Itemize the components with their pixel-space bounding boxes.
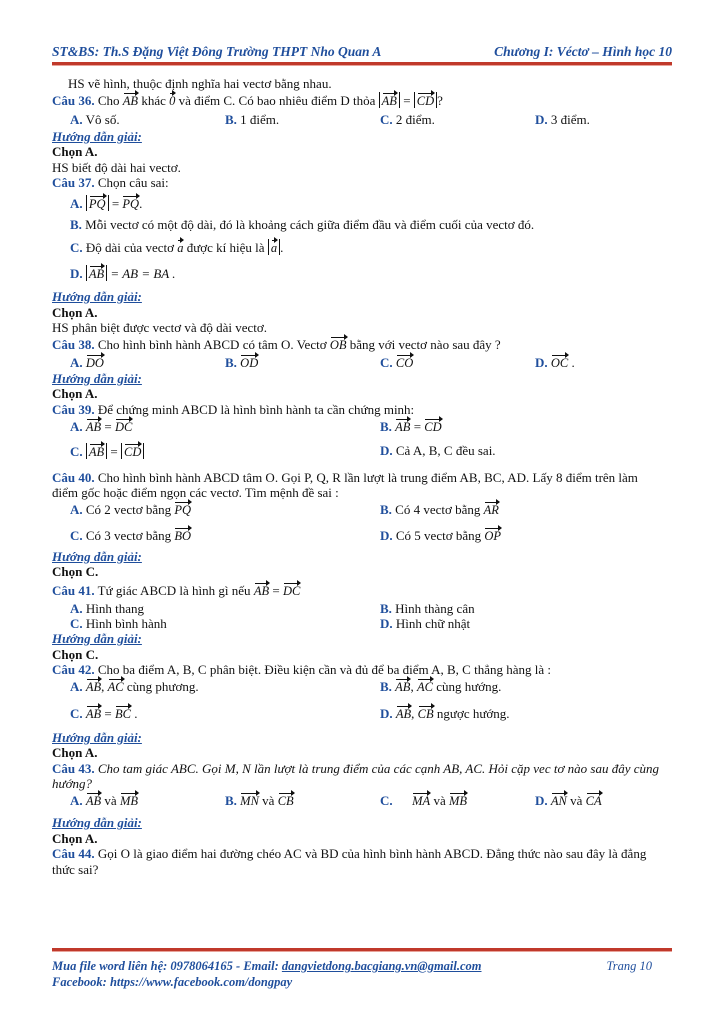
header-right: Chương I: Véctơ – Hình học 10	[494, 44, 672, 59]
vector-op: OP	[484, 528, 502, 543]
option-key: D.	[380, 705, 393, 721]
question-label: Câu 44.	[52, 846, 95, 862]
question-text: Cho tam giác ABC. Gọi M, N lần lượt là trung điểm của các cạnh AB, AC. Hỏi cặp vec tơ nào sau đây cùng hướng?	[52, 760, 659, 792]
answer-choice: Chọn A.	[52, 745, 98, 761]
email-link[interactable]: dangvietdong.bacgiang.vn@gmail.com	[281, 959, 482, 973]
option-key: C.	[380, 354, 393, 370]
guide-heading: Hướng dẫn giải:	[52, 548, 142, 564]
answer-choice: Chọn A.	[52, 144, 98, 160]
vector-bc: BC	[115, 706, 131, 721]
option-text: 1 điểm.	[240, 111, 280, 127]
option-key: A.	[70, 501, 83, 517]
option-key: A.	[70, 354, 83, 370]
answer-options	[70, 501, 662, 527]
guide-heading: Hướng dẫn giải:	[52, 729, 142, 745]
option-key: C.	[70, 615, 83, 631]
option-b	[380, 501, 499, 518]
vector-ac: AC	[107, 679, 124, 694]
guide-heading: Hướng dẫn giải:	[52, 815, 142, 831]
option-c: C. AB = BC .	[70, 705, 138, 721]
answer-options	[70, 705, 662, 730]
vector-ar: AR	[483, 502, 499, 517]
question-text: Cho	[97, 92, 120, 108]
option-key: D.	[535, 793, 548, 809]
option-text: 2 điểm.	[395, 111, 435, 127]
option-text: Độ dài của vectơ	[85, 239, 174, 255]
question-37	[52, 175, 662, 191]
vector-mn: MN	[240, 794, 259, 809]
option-text: Hình chữ nhật	[395, 615, 471, 631]
option-key: D.	[535, 111, 548, 127]
option-d	[535, 792, 602, 809]
vector-ab: AB	[88, 266, 105, 281]
question-text: bằng với vectơ nào sau đây ?	[349, 336, 501, 352]
vector-mb: MB	[119, 794, 139, 809]
facebook-link[interactable]: Facebook: https://www.facebook.com/dongpay	[52, 975, 293, 989]
header-left: ST&BS: Th.S Đặng Việt Đông Trường THPT Nho Quan A	[52, 44, 382, 59]
option-a	[70, 601, 144, 617]
option-c	[380, 792, 467, 809]
vector-mb: MB	[448, 794, 468, 809]
option-d	[380, 616, 470, 632]
question-36: Câu 36. Cho AB khác 0 và điểm C. Có bao nhiêu điểm D thỏa AB = CD ?	[52, 92, 443, 108]
question-text: Cho hình bình hành ABCD có tâm O. Vectơ	[97, 336, 327, 352]
question-label: Câu 38.	[52, 336, 95, 352]
question-44	[52, 846, 662, 877]
vector-cd: CD	[424, 419, 442, 434]
option-d	[70, 261, 662, 289]
option-d	[380, 527, 501, 544]
question-41: Câu 41. Tứ giác ABCD là hình gì nếu AB = DC	[52, 582, 301, 598]
answer-choice: Chọn C.	[52, 646, 99, 662]
question-text: ?	[437, 92, 443, 108]
option-a	[70, 354, 104, 371]
vector-do: DO	[85, 355, 104, 370]
answer-choice: Chọn A.	[52, 830, 98, 846]
option-b	[225, 112, 279, 128]
option-a	[70, 501, 191, 518]
question-label: Câu 42.	[52, 662, 95, 678]
vector-oc: OC	[550, 355, 569, 370]
option-key: D.	[70, 265, 83, 281]
explanation: HS biết độ dài hai vectơ.	[52, 159, 181, 175]
question-42	[52, 662, 662, 678]
option-b	[225, 354, 258, 371]
vector-bo: BO	[174, 528, 192, 543]
option-key: C.	[380, 111, 393, 127]
vector-cd: CD	[124, 444, 142, 459]
option-a: A. PQ = PQ.	[70, 195, 143, 211]
option-d	[380, 443, 496, 459]
option-key: C.	[380, 793, 393, 809]
abs-ab	[379, 92, 400, 108]
option-key: A.	[70, 111, 83, 127]
abs-a	[268, 239, 280, 255]
option-key: B.	[380, 678, 392, 694]
abs-cd	[414, 92, 437, 108]
guide-heading: Hướng dẫn giải:	[52, 288, 142, 304]
option-key: D.	[380, 442, 393, 458]
connector: và	[262, 793, 275, 809]
option-key: C.	[70, 527, 83, 543]
vector-pq: PQ	[88, 196, 106, 211]
option-text: Có 3 vectơ bằng	[85, 527, 172, 543]
option-b: B. AB, AC cùng hướng.	[380, 678, 502, 694]
question-text: và điểm C. Có bao nhiêu điểm D thỏa	[178, 92, 376, 108]
option-c	[380, 112, 435, 128]
answer-options	[70, 443, 662, 467]
vector-ma: MA	[412, 794, 431, 809]
vector-an: AN	[550, 794, 567, 809]
vector-od: OD	[240, 355, 259, 370]
vector-dc: DC	[282, 583, 301, 598]
question-label: Câu 39.	[52, 401, 95, 417]
option-d	[535, 112, 590, 128]
question-label: Câu 37.	[52, 175, 95, 191]
option-key: A.	[70, 195, 83, 211]
vector-ab: AB	[395, 419, 411, 434]
option-a: A. AB = DC	[70, 418, 133, 434]
option-text: Có 2 vectơ bằng	[85, 501, 172, 517]
abs-pq	[86, 195, 109, 211]
vector-ab: AB	[85, 706, 102, 721]
answer-choice: Chọn A.	[52, 304, 98, 320]
option-text: ngược hướng.	[436, 705, 510, 721]
option-c	[380, 354, 413, 371]
option-c	[70, 616, 167, 632]
answer-options	[70, 616, 662, 631]
option-text: cùng phương.	[126, 678, 199, 694]
option-key: B.	[380, 600, 392, 616]
option-key: B.	[225, 793, 237, 809]
answer-choice: Chọn C.	[52, 564, 99, 580]
option-text: cùng hướng.	[436, 678, 502, 694]
question-label: Câu 36.	[52, 92, 95, 108]
vector-cd: CD	[416, 93, 435, 108]
option-b	[380, 601, 475, 617]
option-b: B. AB = CD	[380, 418, 442, 434]
vector-ab: AB	[85, 794, 102, 809]
option-c	[70, 527, 191, 544]
option-c: C. AB = CD	[70, 443, 144, 460]
vector-ab: AB	[395, 706, 412, 721]
question-text: Tứ giác ABCD là hình gì nếu	[97, 582, 251, 598]
vector-pq: PQ	[174, 502, 192, 517]
question-text: Chọn câu sai:	[97, 175, 169, 191]
vector-ab: AB	[395, 679, 411, 694]
footer-rule	[52, 948, 672, 952]
zero-vector: 0	[169, 93, 176, 108]
vector-a: a	[270, 240, 278, 255]
option-key: D.	[535, 354, 548, 370]
vector-dc: DC	[115, 419, 133, 434]
vector-ab: AB	[88, 444, 105, 459]
abs-ab	[86, 443, 107, 459]
guide-heading: Hướng dẫn giải:	[52, 370, 142, 386]
answer-options	[70, 678, 662, 705]
abs-ab	[86, 265, 107, 281]
option-text: Cả A, B, C đều sai.	[395, 442, 496, 458]
answer-options	[70, 354, 662, 371]
option-key: A.	[70, 678, 83, 694]
option-a	[70, 112, 120, 128]
option-key: C.	[70, 443, 83, 459]
guide-heading: Hướng dẫn giải:	[52, 630, 142, 646]
option-c: C. Độ dài của vectơ a được kí hiệu là a .	[70, 239, 284, 255]
option-key: B.	[380, 418, 392, 434]
option-text: Có 4 vectơ bằng	[395, 501, 481, 517]
vector-cb: CB	[417, 706, 434, 721]
vector-ab: AB	[85, 679, 102, 694]
option-b	[225, 792, 294, 809]
footer-contact-line	[52, 958, 672, 974]
option-key: B.	[225, 354, 237, 370]
vector-co: CO	[395, 355, 414, 370]
question-text: khác	[141, 92, 166, 108]
option-text: Hình bình hành	[85, 615, 167, 631]
question-39	[52, 402, 662, 418]
contact-text: Mua file word liên hệ: 0978064165 - Email:	[52, 959, 279, 973]
guide-heading: Hướng dẫn giải:	[52, 128, 142, 144]
vector-ab: AB	[253, 583, 270, 598]
connector: và	[433, 793, 446, 809]
answer-options	[70, 792, 662, 815]
vector-ab: AB	[85, 419, 102, 434]
option-text: Hình thang	[85, 600, 145, 616]
option-d: D. OC .	[535, 354, 575, 370]
option-key: C.	[70, 239, 83, 255]
vector-pq: PQ	[122, 196, 140, 211]
question-text: Để chứng minh ABCD là hình bình hành ta cần chứng minh:	[97, 401, 415, 417]
vector-ac: AC	[416, 679, 433, 694]
option-key: A.	[70, 418, 83, 434]
option-d: D. AB, CB ngược hướng.	[380, 705, 510, 721]
vector-ab: AB	[381, 93, 397, 108]
option-text: được kí hiệu là	[186, 239, 265, 255]
option-key: B.	[225, 111, 237, 127]
connector: và	[104, 793, 117, 809]
option-text: Có 5 vectơ bằng	[395, 527, 482, 543]
page-header	[52, 44, 672, 60]
intro-text: HS vẽ hình, thuộc định nghĩa hai vectơ bằng nhau.	[68, 76, 332, 91]
option-key: D.	[380, 615, 393, 631]
question-40	[52, 470, 662, 501]
question-text: Cho hình bình hành ABCD tâm O. Gọi P, Q, R lần lượt là trung điểm AB, BC, AD. Lấy 8 điểm trên làm điểm gốc hoặc điểm ngọn các vectơ. Tìm mệnh đề sai :	[52, 469, 638, 501]
vector-ob: OB	[329, 337, 347, 352]
option-key: B.	[380, 501, 392, 517]
vector-cb: CB	[277, 794, 294, 809]
option-key: D.	[380, 527, 393, 543]
page-footer	[52, 958, 672, 990]
option-b	[70, 217, 662, 239]
question-label: Câu 41.	[52, 582, 95, 598]
option-text: 3 điểm.	[550, 111, 590, 127]
answer-options	[70, 601, 662, 616]
option-key: B.	[70, 216, 82, 232]
option-key: A.	[70, 793, 83, 809]
vector-a: a	[177, 240, 184, 255]
option-a	[70, 792, 138, 809]
header-rule	[52, 62, 672, 66]
vector-ca: CA	[585, 794, 602, 809]
explanation: HS phân biệt được vectơ và độ dài vectơ.	[52, 320, 268, 336]
connector: và	[570, 793, 583, 809]
option-text: Vô số.	[85, 111, 120, 127]
question-43	[52, 761, 662, 792]
option-text: Mỗi vectơ có một độ dài, đó là khoảng cách giữa điểm đầu và điểm cuối của vectơ đó.	[85, 216, 535, 232]
question-label: Câu 43.	[52, 760, 95, 776]
option-key: C.	[70, 705, 83, 721]
question-text: Cho ba điểm A, B, C phân biệt. Điều kiện cần và đủ để ba điểm A, B, C thẳng hàng là :	[97, 662, 551, 678]
question-label: Câu 40.	[52, 469, 95, 485]
option-a: A. AB, AC cùng phương.	[70, 678, 199, 694]
vector-ab: AB	[122, 93, 139, 108]
answer-options	[70, 418, 662, 443]
option-key: A.	[70, 600, 83, 616]
abs-cd	[121, 443, 144, 459]
option-text: = AB = BA .	[110, 265, 176, 281]
answer-options	[70, 527, 662, 549]
document-body	[52, 76, 662, 877]
question-38	[52, 336, 662, 354]
answer-choice: Chọn A.	[52, 386, 98, 402]
question-text: Gọi O là giao điểm hai đường chéo AC và BD của hình bình hành ABCD. Đẳng thức nào sau đây là đẳng thức sai?	[52, 846, 647, 877]
answer-options	[70, 112, 662, 129]
option-text: Hình thàng cân	[395, 600, 475, 616]
page-number: Trang 10	[606, 959, 652, 973]
